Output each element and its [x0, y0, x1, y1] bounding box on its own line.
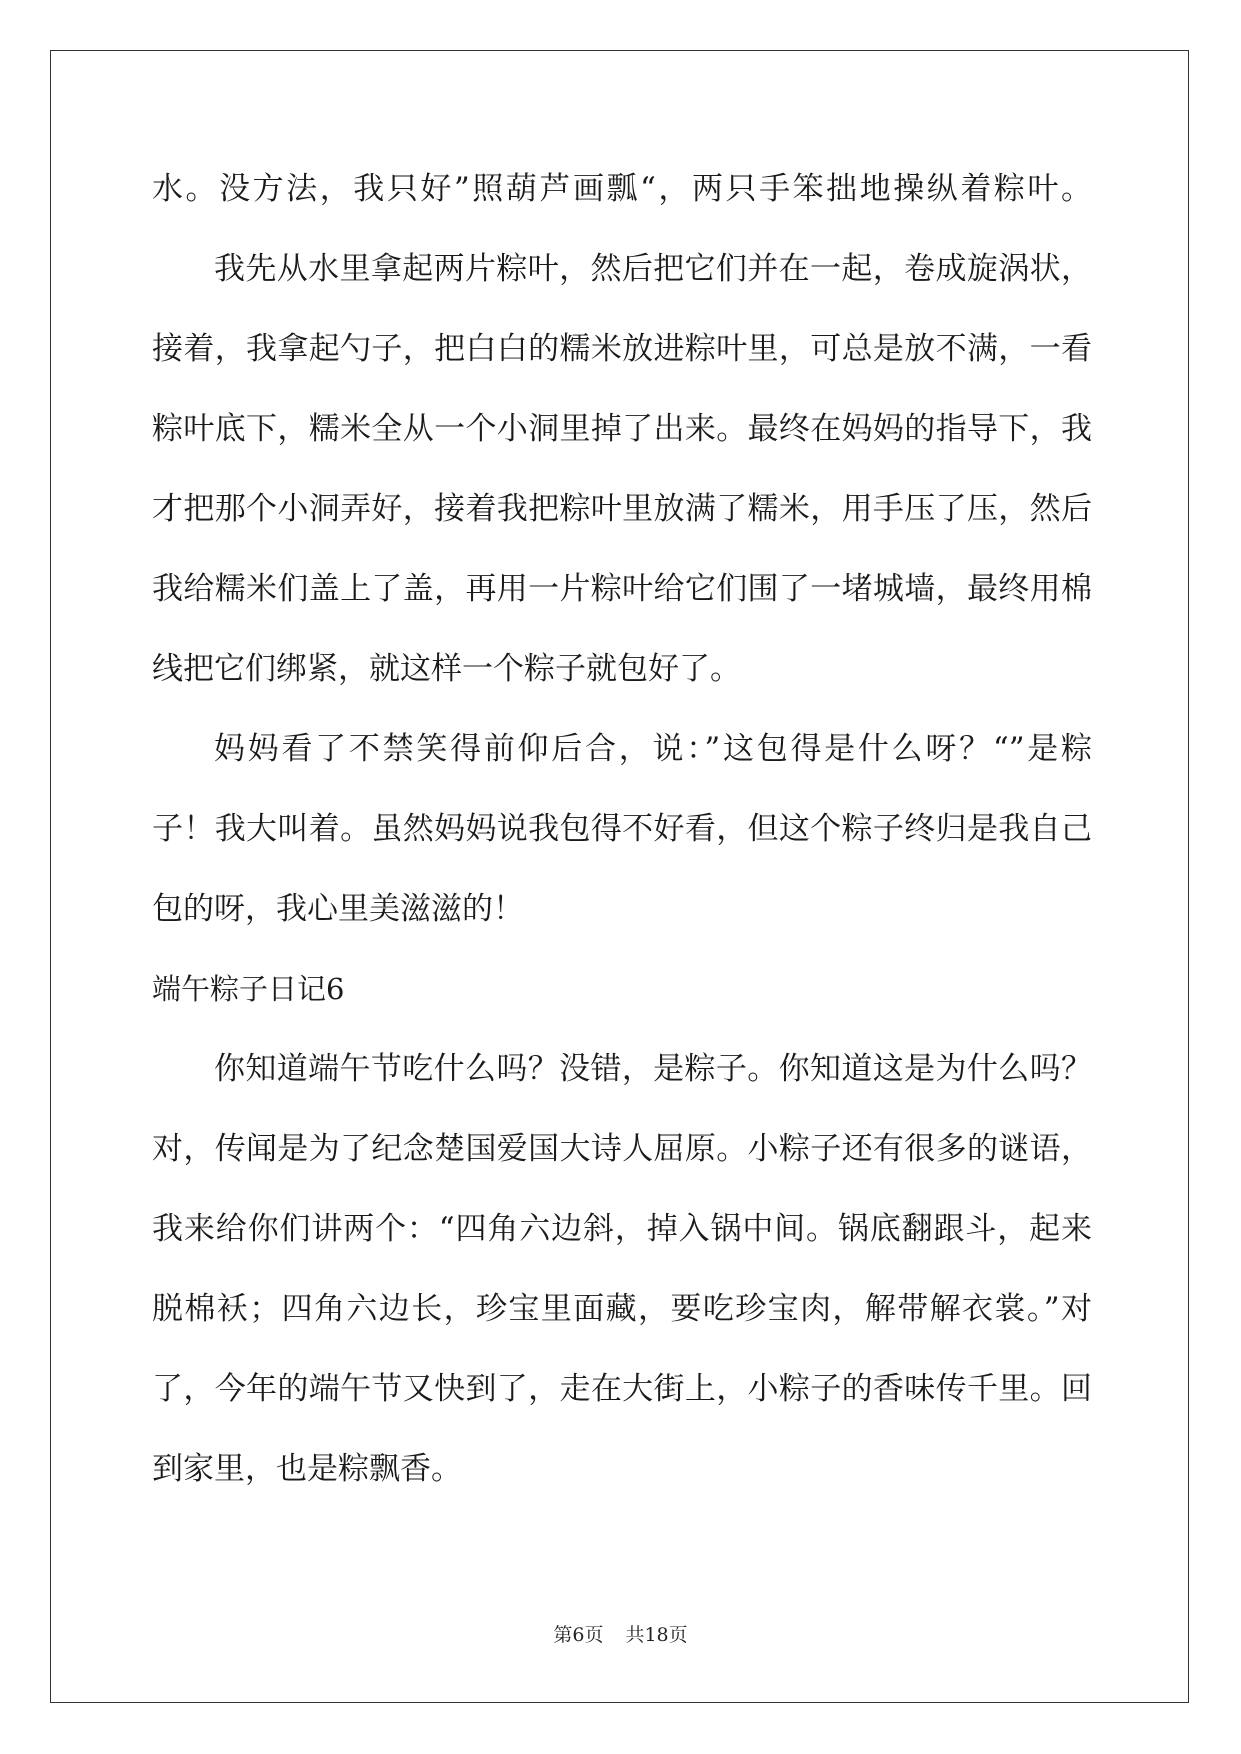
text-line: 脱棉袄；四角六边长，珍宝里面藏，要吃珍宝肉，解带解衣裳。”对 [152, 1291, 1092, 1327]
section-heading: 端午粽子日记6 [152, 972, 345, 1006]
text-line: 接着，我拿起勺子，把白白的糯米放进粽叶里，可总是放不满，一看 [152, 331, 1092, 367]
text-line: 对，传闻是为了纪念楚国爱国大诗人屈原。小粽子还有很多的谜语， [152, 1131, 1092, 1167]
page-number: 第6页 [553, 1624, 604, 1646]
text-line: 我来给你们讲两个：“四角六边斜，掉入锅中间。锅底翻跟斗，起来 [152, 1211, 1092, 1247]
text-line: 了，今年的端午节又快到了，走在大街上，小粽子的香味传千里。回 [152, 1371, 1092, 1407]
paragraph-start-line: 妈妈看了不禁笑得前仰后合，说：”这包得是什么呀？“”是粽 [214, 731, 1092, 767]
text-line: 子！我大叫着。虽然妈妈说我包得不好看，但这个粽子终归是我自己 [152, 811, 1092, 847]
paragraph-end-line: 到家里，也是粽飘香。 [152, 1451, 462, 1487]
page-total: 共18页 [625, 1624, 688, 1646]
paragraph-start-line: 我先从水里拿起两片粽叶，然后把它们并在一起，卷成旋涡状， [214, 251, 1092, 287]
text-line: 我给糯米们盖上了盖，再用一片粽叶给它们围了一堵城墙，最终用棉 [152, 571, 1092, 607]
paragraph-end-line: 包的呀，我心里美滋滋的！ [152, 891, 524, 927]
page-footer [0, 1620, 1241, 1647]
paragraph-start-line: 你知道端午节吃什么吗？没错，是粽子。你知道这是为什么吗？ [214, 1051, 1092, 1087]
paragraph-end-line: 线把它们绑紧，就这样一个粽子就包好了。 [152, 651, 741, 687]
text-line: 水。没方法，我只好”照葫芦画瓢“，两只手笨拙地操纵着粽叶。 [152, 171, 1092, 207]
document-body [152, 156, 1092, 1516]
text-line: 才把那个小洞弄好，接着我把粽叶里放满了糯米，用手压了压，然后 [152, 491, 1092, 527]
text-line: 粽叶底下，糯米全从一个小洞里掉了出来。最终在妈妈的指导下，我 [152, 411, 1092, 447]
